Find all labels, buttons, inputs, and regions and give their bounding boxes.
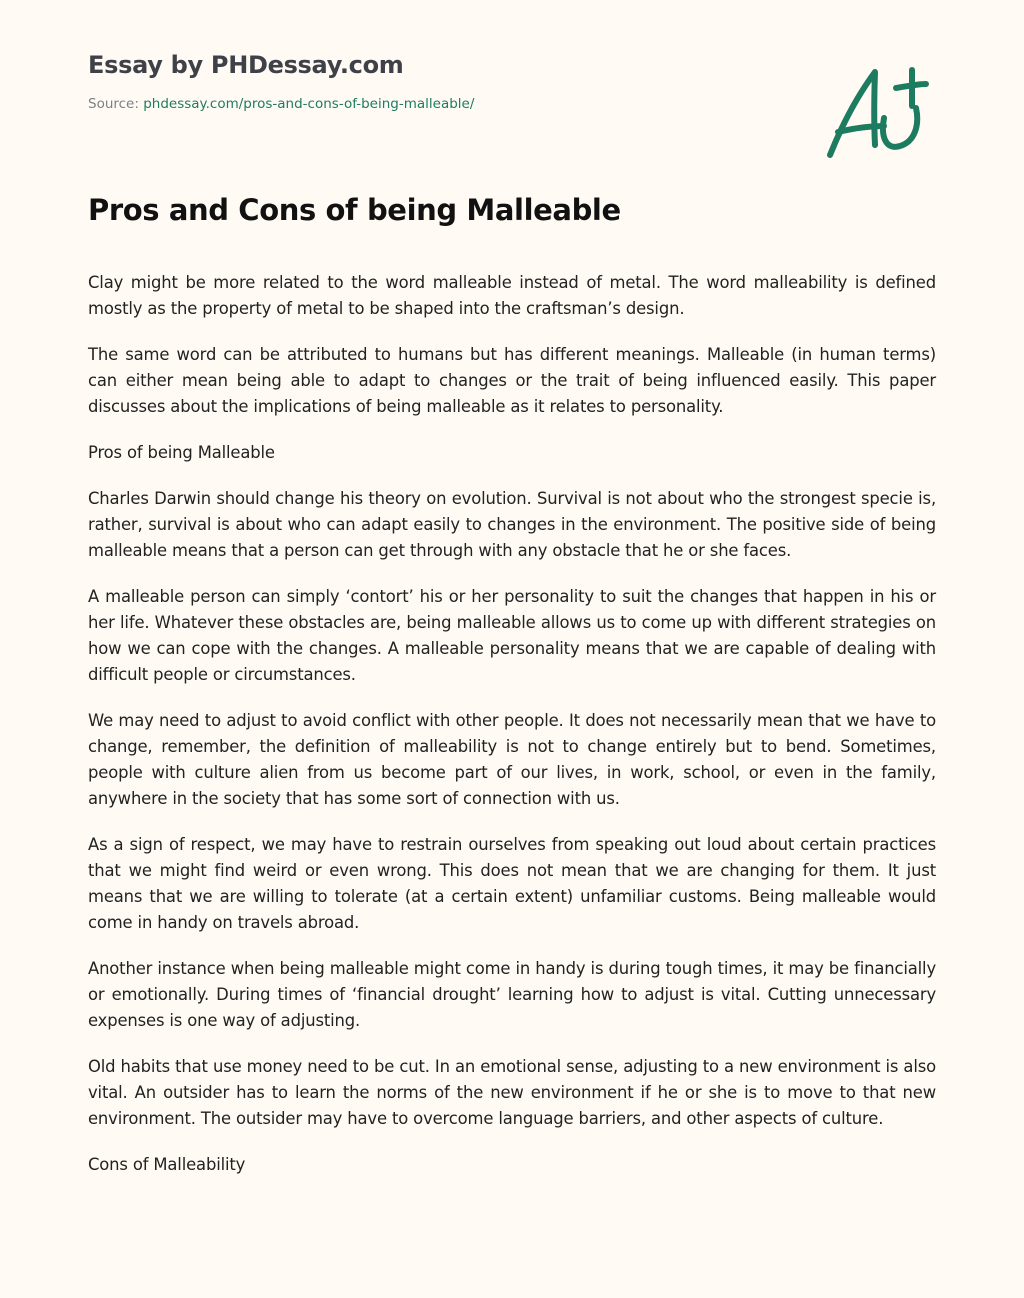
site-title: Essay by PHDessay.com [88,51,404,79]
paragraph: The same word can be attributed to humans but has different meanings. Malleable (in human terms) can either mean being able to adapt to changes or the trait of being influenced easily. This paper discusses about the implications of being malleable as it relates to personality. [88,345,936,416]
paragraph: As a sign of respect, we may have to restrain ourselves from speaking out loud about certain practices that we might find weird or even wrong. This does not mean that we are changing for them. It just means that we are willing to tolerate (at a certain extent) unfamiliar customs. Being malleable would come in handy on travels abroad. [88,835,936,932]
paragraph: A malleable person can simply ‘contort’ his or her personality to suit the changes that happen in his or her life. Whatever these obstacles are, being malleable allows us to come up with different strategies on how we can cope with the changes. A malleable personality means that we are capable of dealing with difficult people or circumstances. [88,587,936,684]
paragraph: Charles Darwin should change his theory on evolution. Survival is not about who the strongest specie is, rather, survival is about who can adapt easily to changes in the environment. The positive side of being malleable means that a person can get through with any obstacle that he or she faces. [88,489,936,560]
a-plus-grade-icon [820,60,930,165]
paragraph: We may need to adjust to avoid conflict with other people. It does not necessarily mean that we have to change, remember, the definition of malleability is not to change entirely but to bend. Sometimes, people with culture alien from us become part of our lives, in work, school, or even in the family, anywhere in the society that has some sort of connection with us. [88,711,936,808]
source-line [88,94,788,114]
paragraph: Another instance when being malleable might come in handy is during tough times, it may be financially or emotionally. During times of ‘financial drought’ learning how to adjust is vital. Cutting unnecessary expenses is one way of adjusting. [88,959,936,1030]
paragraph: Clay might be more related to the word malleable instead of metal. The word malleability is defined mostly as the property of metal to be shaped into the craftsman’s design. [88,273,936,318]
essay-title: Pros and Cons of being Malleable [88,193,621,227]
paragraph: Old habits that use money need to be cut. In an emotional sense, adjusting to a new environment is also vital. An outsider has to learn the norms of the new environment if he or she is to move to that new environment. The outsider may have to overcome language barriers, and other aspects of culture. [88,1057,936,1128]
source-link[interactable]: phdessay.com/pros-and-cons-of-being-malleable/ [143,96,475,112]
section-heading-pros: Pros of being Malleable [88,443,275,462]
essay-body [88,270,936,1198]
section-heading-cons: Cons of Malleability [88,1155,246,1174]
source-label: Source: [88,96,144,112]
page-header [88,48,788,114]
